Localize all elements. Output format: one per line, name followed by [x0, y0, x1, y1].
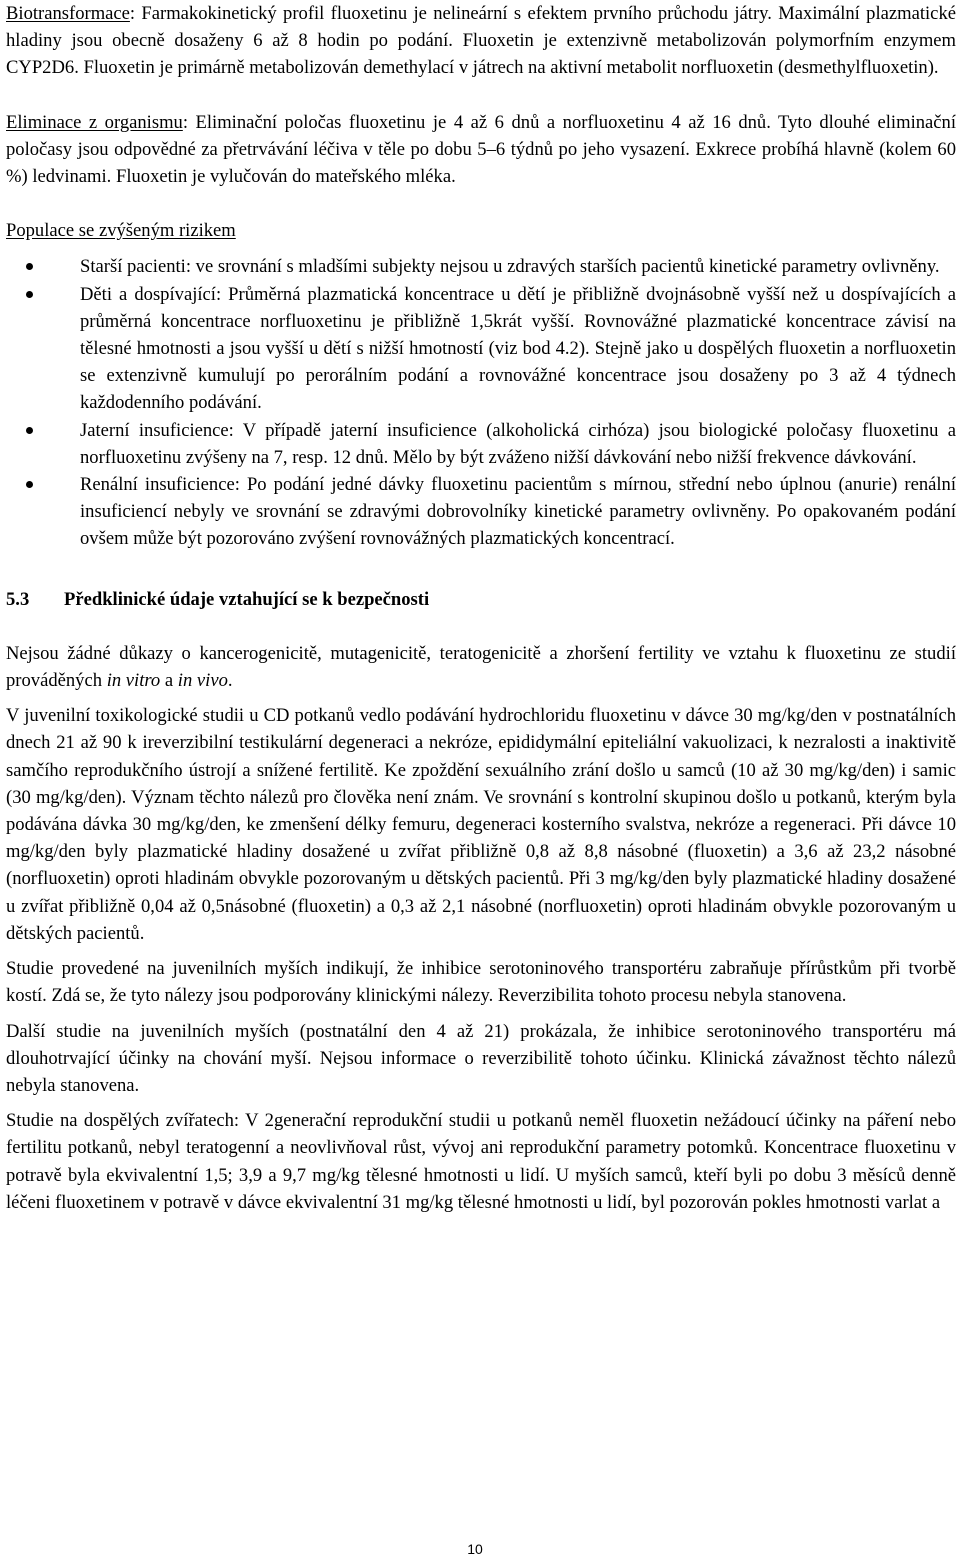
list-item: Starší pacienti: ve srovnání s mladšími subjekty nejsou u zdravých starších pacientů kinetické parametry ovlivněny.	[6, 253, 956, 280]
section-number: 5.3	[6, 588, 30, 610]
bullet-icon	[26, 263, 33, 270]
bullet-icon	[26, 427, 33, 434]
paragraph-biotransformace	[6, 0, 956, 82]
list-item: Jaterní insuficience: V případě jaterní insuficience (alkoholická cirhóza) jsou biologické poločasy fluoxetinu a norfluoxetinu zvýšeny na 7, resp. 12 dnů. Mělo by být zváženo nižší dávkování nebo nižší frekvence dávkování.	[6, 417, 956, 471]
populace-heading: Populace se zvýšeným rizikem	[6, 220, 236, 242]
paragraph-adult-animals: Studie na dospělých zvířatech: V 2generační reprodukční studii u potkanů neměl fluoxetin nežádoucí účinky na páření nebo fertilitu potkanů, nebyl teratogenní a neovlivňoval růst, vývoj ani reprodukční parametry potomků. Koncentrace fluoxetinu v potravě byla ekvivalentní 1,5; 3,9 a 9,7 mg/kg tělesné hmotnosti u lidí. U myších samců, kteří byli po dobu 3 měsíců denně léčeni fluoxetinem v potravě v dávce ekvivalentní 31 mg/kg tělesné hmotnosti u lidí, byl pozorován pokles hmotnosti varlat a	[6, 1110, 956, 1213]
bullet-icon	[26, 291, 33, 298]
eliminace-text: : Eliminační poločas fluoxetinu je 4 až 6 dnů a norfluoxetinu 4 až 16 dnů. Tyto dlouhé eliminační poločasy jsou odpovědné za přetrvávání léčiva v těle po dobu 5–6 týdnů po jeho vysazení. Exkrece probíhá hlavně (kolem 60 %) ledvinami. Fluoxetin je vylučován do mateřského mléka.	[6, 111, 956, 188]
list-item: Renální insuficience: Po podání jedné dávky fluoxetinu pacientům s mírnou, střední nebo úplnou (anurie) renální insuficiencí nebyly ve srovnání se zdravými dobrovolníky kinetické parametry ovlivněny. Po opakovaném podání ovšem může být pozorováno zvýšení rovnovážných plazmatických koncentrací.	[6, 471, 956, 553]
section-title: Předklinické údaje vztahující se k bezpečnosti	[64, 588, 430, 610]
page-number: 10	[467, 1541, 483, 1557]
bullet-icon	[26, 481, 33, 488]
paragraph-eliminace	[6, 109, 956, 191]
risk-population-list	[6, 253, 956, 552]
paragraph-juvenile-mice-behavior: Další studie na juvenilních myších (postnatální den 4 až 21) prokázala, že inhibice serotoninového transportéru má dlouhotrvající účinky na chování myší. Nejsou informace o reverzibilitě tohoto účinku. Klinická závažnost těchto nálezů nebyla stanovena.	[6, 1020, 956, 1096]
document-page	[6, 0, 956, 1216]
paragraph-juvenile-mice-bone: Studie provedené na juvenilních myších indikují, že inhibice serotoninového transportéru zabraňuje přírůstkům při tvorbě kostí. Zdá se, že tyto nálezy jsou podporovány klinickými nálezy. Reverzibilita tohoto procesu nebyla stanovena.	[6, 958, 956, 1007]
paragraph-juvenile-rats: V juvenilní toxikologické studii u CD potkanů vedlo podávání hydrochloridu fluoxetinu v dávce 30 mg/kg/den v postnatálních dnech 21 až 90 k ireverzibilní testikulární degeneraci a nekróze, epididymální epiteliální vakuolizaci, k nezralosti a inaktivitě samčího reprodukčního ústrojí a snížené fertilitě. Ke zpoždění sexuálního zrání došlo u samců (10 až 30 mg/kg/den) i samic (30 mg/kg/den). Význam těchto nálezů pro člověka není znám. Ve srovnání s kontrolní skupinou došlo u potkanů, kterým byla podávána dávka 30 mg/kg/den, ke zmenšení délky femuru, degeneraci kosterního svalstva, nekróze a regeneraci. Při dávce 10 mg/kg/den byly plazmatické hladiny dosažené u zvířat přibližně 0,8 až 8,8 násobné (fluoxetin) a 3,6 až 23,2 násobné (norfluoxetin) oproti hladinám obvykle pozorovaným u dětských pacientů. Při 3 mg/kg/den byly plazmatické hladiny dosažené u zvířat přibližně 0,04 až 0,5násobné (fluoxetin) a 0,3 až 2,1 násobné (norfluoxetin) oproti hladinám obvykle pozorovaným u dětských pacientů.	[6, 705, 956, 944]
term-biotransformace: Biotransformace	[6, 3, 130, 24]
list-item: Děti a dospívající: Průměrná plazmatická koncentrace u dětí je přibližně dvojnásobně vyšší než u dospívajících a průměrná koncentrace norfluoxetinu je přibližně 1,5krát vyšší. Rovnovážné plazmatické koncentrace závisí na tělesné hmotnosti a jsou vyšší u dětí s nižší hmotností (viz bod 4.2). Stejně jako u dospělých fluoxetin a norfluoxetin se extenzivně kumulují po perorálním podání a rovnovážné koncentrace jsou dosaženy po 3 až 4 týdnech každodenního podávání.	[6, 281, 956, 417]
section-heading	[6, 586, 956, 613]
biotransformace-text: : Farmakokinetický profil fluoxetinu je nelineární s efektem prvního průchodu játry. Maximální plazmatické hladiny jsou obecně dosaženy 6 až 8 hodin po podání. Fluoxetin je extenzivně metabolizován polymorfním enzymem CYP2D6. Fluoxetin je primárně metabolizován demethylací v játrech na aktivní metabolit norfluoxetin (desmethylfluoxetin).	[6, 3, 956, 79]
term-eliminace: Eliminace z organismu	[6, 111, 183, 133]
paragraph-no-evidence: Nejsou žádné důkazy o kancerogenicitě, mutagenicitě, teratogenicitě a zhoršení fertility ve vztahu k fluoxetinu ze studií prováděných in vitro a in vivo.	[6, 642, 956, 692]
